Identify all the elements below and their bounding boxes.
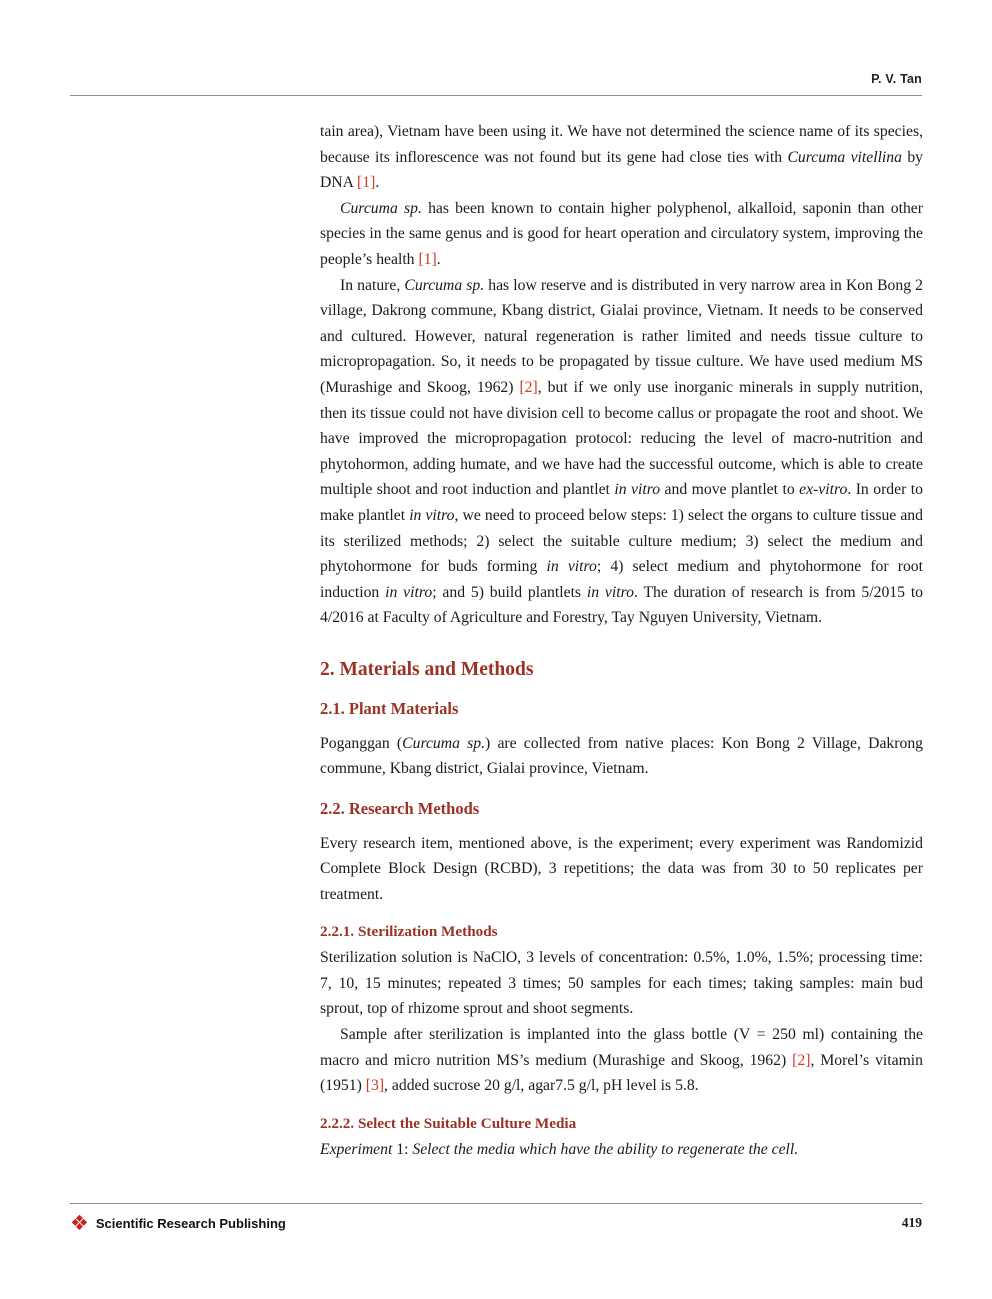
text-run: has been known to contain higher polyphenol, alkalloid, saponin than other species in the same genus and is good for heart operation and circulatory system, improving the people’s health	[320, 199, 923, 268]
running-head-author: P. V. Tan	[871, 72, 922, 86]
text-run: Sample after sterilization is implanted into the glass bottle (V = 250 ml) containing the macro and micro nutrition MS’s medium (Murashige and Skoog, 1962)	[320, 1026, 923, 1069]
section-heading-h3: 2.2.2. Select the Suitable Culture Media	[320, 1114, 577, 1132]
text-run: , added sucrose 20 g/l, agar7.5 g/l, pH level is 5.8.	[384, 1077, 699, 1095]
section-heading-h2: 2.1. Plant Materials	[320, 699, 459, 719]
italic-text: Curcuma sp.	[340, 199, 422, 217]
italic-text: Curcuma sp.	[404, 276, 485, 294]
paragraph	[320, 1137, 923, 1163]
paragraph	[320, 731, 923, 782]
text-run: tain area), Vietnam have been using it. We have not determined the science name of its species, because its inflorescence was not found but its gene had close ties with	[320, 123, 923, 166]
text-run: by DNA	[320, 148, 923, 192]
text-run: . The duration of research is from 5/2015 to 4/2016 at Faculty of Agriculture and Forestry, Tay Nguyen University, Vietnam.	[320, 583, 924, 627]
section-heading-h3: 2.2.1. Sterilization Methods	[320, 923, 498, 941]
citation-link[interactable]: [2]	[519, 378, 538, 396]
content-column	[320, 119, 923, 1162]
text-run: .	[375, 174, 380, 192]
citation-link[interactable]: [1]	[357, 174, 376, 192]
italic-text: Curcuma sp.	[402, 734, 486, 752]
italic-text: Curcuma vitellina	[787, 148, 902, 166]
scirp-logo-icon: ❖	[70, 1211, 89, 1235]
italic-text: in vitro	[614, 481, 661, 499]
section-heading-h1: 2. Materials and Methods	[320, 658, 534, 680]
header-rule	[70, 95, 922, 96]
text-run: ; 4) select medium and phytohormone for root induction	[320, 558, 924, 601]
page-header	[70, 0, 922, 96]
paragraph	[320, 273, 923, 631]
italic-text: in vitro	[385, 583, 433, 601]
text-run: ; and 5) build plantlets	[432, 583, 587, 601]
publisher-logo	[70, 1213, 286, 1233]
text-run: . In order to make plantlet	[320, 481, 923, 524]
citation-link[interactable]: [2]	[792, 1051, 811, 1069]
paragraph	[320, 945, 923, 1022]
text-run: and move plantlet to	[660, 481, 800, 499]
text-run: has low reserve and is distributed in very narrow area in Kon Bong 2 village, Dakrong commune, Kbang district, Gialai province, Vietnam. It needs to be conserved and cultured. However, natural regeneration is rather limited and needs tissue culture to micropropagation. So, it needs to be propagated by tissue culture. We have used medium MS (Murashige and Skoog, 1962)	[320, 276, 924, 396]
text-run: .	[436, 250, 441, 268]
paragraph	[320, 196, 923, 273]
text-run: Poganggan (	[320, 734, 403, 752]
page-number: 419	[901, 1215, 922, 1230]
citation-link[interactable]: [3]	[365, 1077, 385, 1095]
text-run: , but if we only use inorganic minerals in supply nutrition, then its tissue could not have division cell to become callus or propagate the root and shoot. We have improved the micropropagation protocol: reducing the level of macro-nutrition and phytohormon, adding humate, and we have had the successful outcome, which is able to create multiple shoot and root induction and plantlet	[320, 378, 923, 499]
text-run: 1:	[392, 1140, 413, 1158]
paragraph	[320, 1022, 923, 1099]
text-run: ) are collected from native places: Kon Bong 2 Village, Dakrong commune, Kbang district, Gialai province, Vietnam.	[320, 734, 924, 778]
italic-text: in vitro	[409, 506, 455, 524]
text-run: , Morel’s vitamin (1951)	[320, 1051, 923, 1095]
italic-text: Experiment	[320, 1140, 393, 1158]
text-run: In nature,	[340, 276, 405, 294]
italic-text: in vitro	[586, 583, 634, 601]
italic-text: ex-vitro	[799, 481, 848, 499]
text-run: Every research item, mentioned above, is the experiment; every experiment was Randomizid Complete Block Design (RCBD), 3 repetitions; the data was from 30 to 50 replicates per treatment.	[320, 834, 923, 903]
citation-link[interactable]: [1]	[418, 250, 437, 268]
paragraph	[320, 831, 923, 908]
page-footer	[70, 1203, 922, 1233]
publisher-name: Scientific Research Publishing	[95, 1215, 286, 1231]
section-heading-h2: 2.2. Research Methods	[320, 799, 480, 819]
text-run: Sterilization solution is NaClO, 3 levels of concentration: 0.5%, 1.0%, 1.5%; processing time: 7, 10, 15 minutes; repeated 3 times; 50 samples for each times; taking samples: main bud sprout, top of rhizome sprout and shoot segments.	[320, 949, 923, 1018]
italic-text: Select the media which have the ability to regenerate the cell.	[412, 1140, 799, 1158]
paragraph	[320, 119, 923, 196]
italic-text: in vitro	[546, 558, 597, 576]
text-run: , we need to proceed below steps: 1) select the organs to culture tissue and its sterilized methods; 2) select the suitable culture medium; 3) select the medium and phytohormone for buds forming	[320, 506, 923, 576]
